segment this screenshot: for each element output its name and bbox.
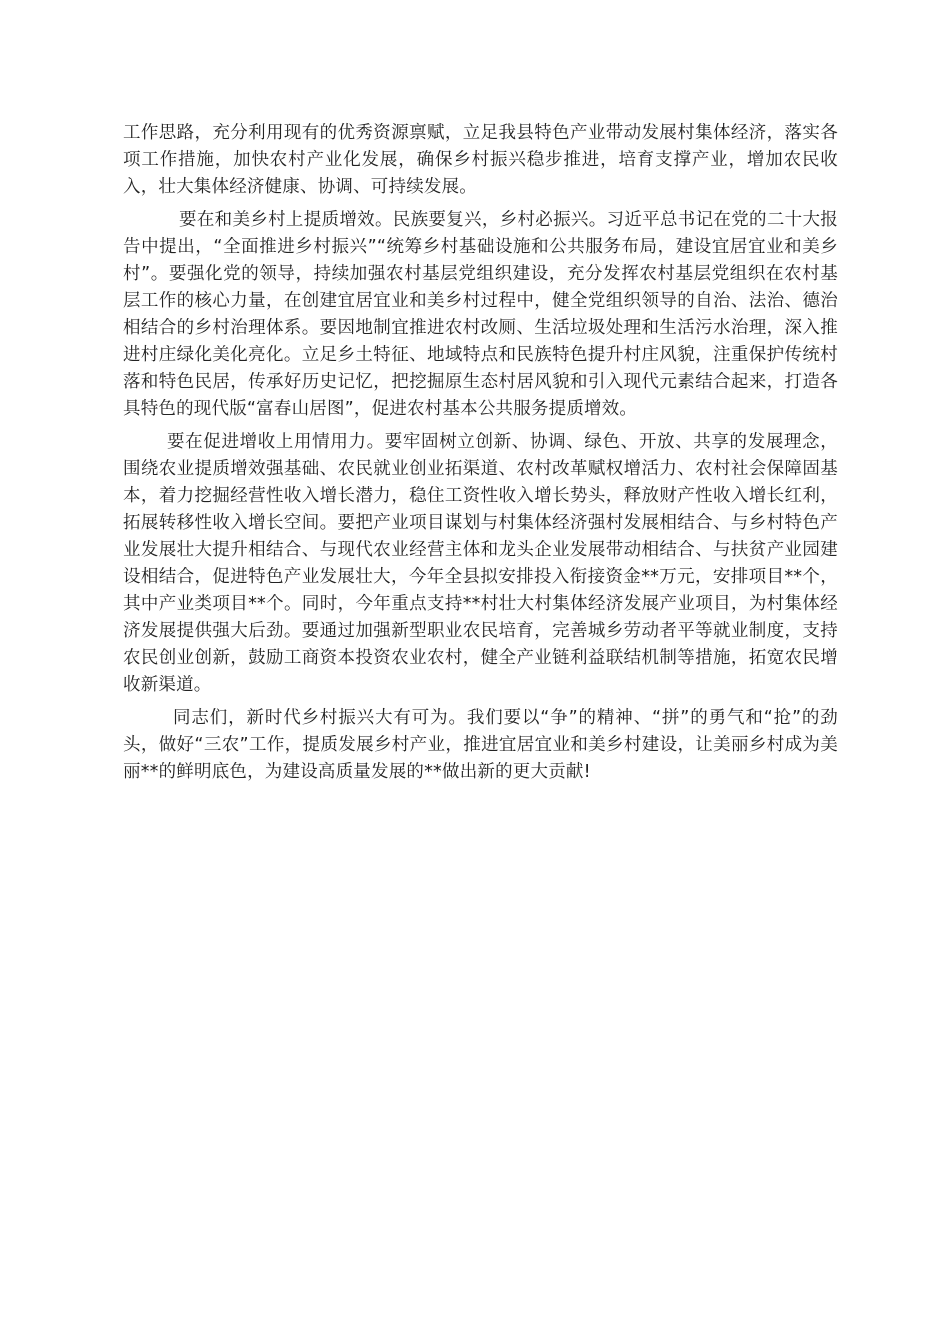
paragraph-continuation: 工作思路，充分利用现有的优秀资源禀赋，立足我县特色产业带动发展村集体经济，落实各项工作措施，加快农村产业化发展，确保乡村振兴稳步推进，培育支撑产业，增加农民收入，壮大集体经济健康、协调、可持续发展。 xyxy=(123,123,838,197)
document-body xyxy=(123,120,838,786)
paragraph-closing: 同志们，新时代乡村振兴大有可为。我们要以“争”的精神、“拼”的勇气和“抢”的劲头，做好“三农”工作，提质发展乡村产业，推进宜居宜业和美乡村建设，让美丽乡村成为美丽**的鲜明底色，为建设高质量发展的**做出新的更大贡献! xyxy=(123,708,838,782)
paragraph-rural-beautification: 要在和美乡村上提质增效。民族要复兴，乡村必振兴。习近平总书记在党的二十大报告中提出，“全面推进乡村振兴”“统筹乡村基础设施和公共服务布局，建设宜居宜业和美乡村”。要强化党的领导，持续加强农村基层党组织建设，充分发挥农村基层党组织在农村基层工作的核心力量，在创建宜居宜业和美乡村过程中，健全党组织领导的自治、法治、德治相结合的乡村治理体系。要因地制宜推进农村改厕、生活垃圾处理和生活污水治理，深入推进村庄绿化美化亮化。立足乡土特征、地域特点和民族特色提升村庄风貌，注重保护传统村落和特色民居，传承好历史记忆，把挖掘原生态村居风貌和引入现代元素结合起来，打造各具特色的现代版“富春山居图”，促进农村基本公共服务提质增效。 xyxy=(123,210,838,419)
paragraph-income-growth: 要在促进增收上用情用力。要牢固树立创新、协调、绿色、开放、共享的发展理念，围绕农业提质增效强基础、农民就业创业拓渠道、农村改革赋权增活力、农村社会保障固基本，着力挖掘经营性收入增长潜力，稳住工资性收入增长势头，释放财产性收入增长红利，拓展转移性收入增长空间。要把产业项目谋划与村集体经济强村发展相结合、与乡村特色产业发展壮大提升相结合、与现代农业经营主体和龙头企业发展带动相结合、与扶贫产业园建设相结合，促进特色产业发展壮大，今年全县拟安排投入衔接资金**万元，安排项目**个，其中产业类项目**个。同时，今年重点支持**村壮大村集体经济发展产业项目，为村集体经济发展提供强大后劲。要通过加强新型职业农民培育，完善城乡劳动者平等就业制度，支持农民创业创新，鼓励工商资本投资农业农村，健全产业链利益联结机制等措施，拓宽农民增收新渠道。 xyxy=(123,432,838,695)
